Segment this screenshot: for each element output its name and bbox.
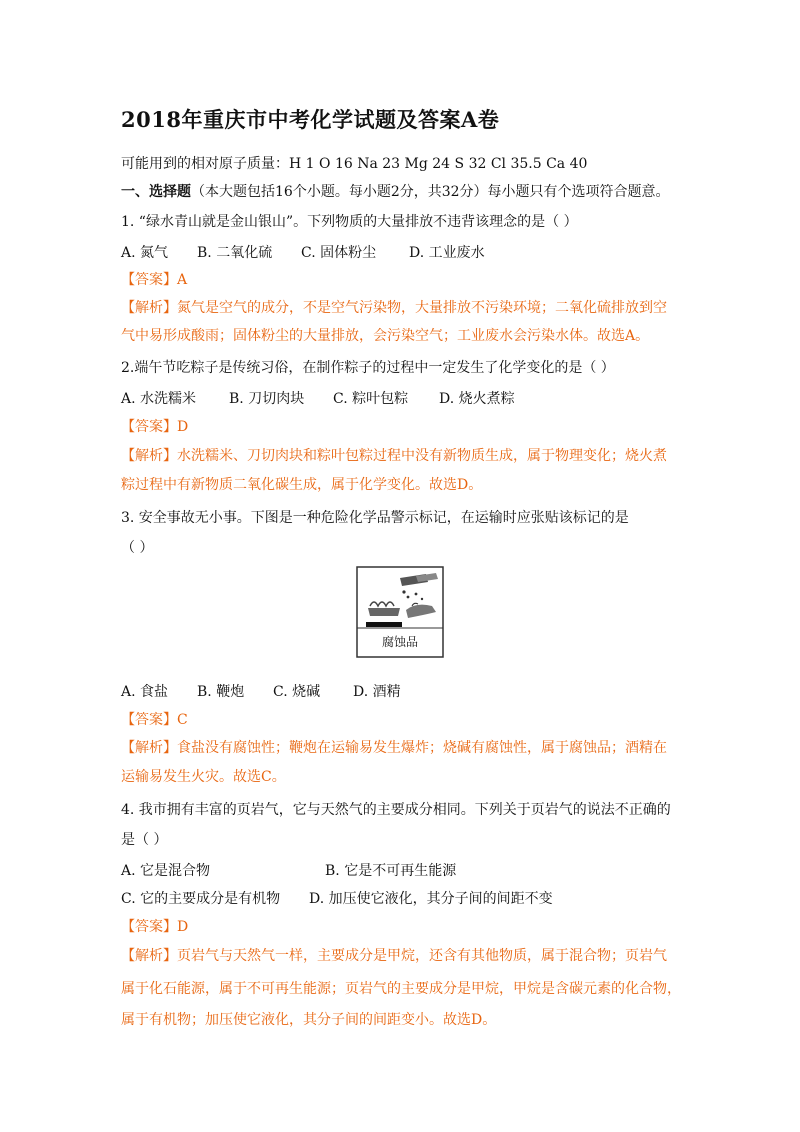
q4-analysis-line-3: 属于有机物；加压使它液化，其分子间的间距变小。故选D。 — [121, 1012, 497, 1028]
q4-stem-line-1: 4. 我市拥有丰富的页岩气，它与天然气的主要成分相同。下列关于页岩气的说法不正确的 — [121, 802, 671, 818]
section-description: （本大题包括16个小题。每小题2分，共32分）每小题只有个选项符合题意。 — [191, 184, 670, 200]
atomic-masses-line: 可能用到的相对原子质量：H 1 O 16 Na 23 Mg 24 S 32 Cl 35.5 Ca 40 — [121, 156, 588, 172]
q3-options — [121, 681, 681, 701]
q3-option-d: D. 酒精 — [353, 684, 401, 700]
figure-label: 腐蚀品 — [381, 635, 419, 649]
q4-options-row-1 — [121, 860, 681, 880]
q2-options — [121, 388, 681, 408]
q1-analysis-line-1: 【解析】氮气是空气的成分，不是空气污染物，大量排放不污染环境；二氧化硫排放到空 — [121, 300, 667, 316]
q3-option-c: C. 烧碱 — [273, 684, 321, 700]
q3-option-b: B. 鞭炮 — [197, 684, 245, 700]
q4-analysis-line-2: 属于化石能源，属于不可再生能源；页岩气的主要成分是甲烷，甲烷是含碳元素的化合物， — [121, 981, 681, 997]
q1-option-c: C. 固体粉尘 — [301, 245, 377, 261]
q3-paren: （ ） — [121, 540, 154, 556]
q2-option-a: A. 水洗糯米 — [121, 391, 197, 407]
section-heading: 一、选择题 — [121, 184, 191, 200]
page-title: 2018年重庆市中考化学试题及答案A卷 — [121, 107, 500, 132]
q2-option-d: D. 烧火煮粽 — [439, 391, 515, 407]
q4-stem-line-2: 是（ ） — [121, 832, 168, 848]
q2-stem: 2.端午节吃粽子是传统习俗，在制作粽子的过程中一定发生了化学变化的是（ ） — [121, 360, 615, 376]
q2-answer: 【答案】D — [121, 419, 189, 435]
q1-options — [121, 242, 681, 262]
q4-options-row-2 — [121, 888, 681, 908]
q4-answer: 【答案】D — [121, 919, 189, 935]
q3-option-a: A. 食盐 — [121, 684, 169, 700]
q4-option-d: D. 加压使它液化，其分子间的间距不变 — [309, 891, 553, 907]
q2-option-c: C. 粽叶包粽 — [333, 391, 409, 407]
section-heading-line — [121, 182, 670, 202]
q2-option-b: B. 刀切肉块 — [229, 391, 305, 407]
q4-option-c: C. 它的主要成分是有机物 — [121, 891, 281, 907]
corrosive-hazard-label — [356, 566, 444, 658]
q3-analysis-line-1: 【解析】食盐没有腐蚀性；鞭炮在运输易发生爆炸；烧碱有腐蚀性，属于腐蚀品；酒精在 — [121, 740, 667, 756]
q1-analysis-line-2: 气中易形成酸雨；固体粉尘的大量排放，会污染空气；工业废水会污染水体。故选A。 — [121, 328, 650, 344]
q2-analysis-line-2: 粽过程中有新物质二氧化碳生成，属于化学变化。故选D。 — [121, 477, 483, 493]
q2-analysis-line-1: 【解析】水洗糯米、刀切肉块和粽叶包粽过程中没有新物质生成，属于物理变化；烧火煮 — [121, 448, 667, 464]
q1-option-b: B. 二氧化硫 — [197, 245, 273, 261]
q3-stem: 3. 安全事故无小事。下图是一种危险化学品警示标记，在运输时应张贴该标记的是 — [121, 510, 629, 526]
q1-answer: 【答案】A — [121, 272, 188, 288]
q1-option-d: D. 工业废水 — [409, 245, 485, 261]
q3-answer: 【答案】C — [121, 712, 188, 728]
corrosive-symbol-icon — [356, 566, 444, 658]
q4-analysis-line-1: 【解析】页岩气与天然气一样，主要成分是甲烷，还含有其他物质，属于混合物；页岩气 — [121, 948, 667, 964]
q4-option-a: A. 它是混合物 — [121, 863, 211, 879]
q3-analysis-line-2: 运输易发生火灾。故选C。 — [121, 769, 286, 785]
q1-stem: 1. “绿水青山就是金山银山”。下列物质的大量排放不违背该理念的是（ ） — [121, 214, 578, 230]
q1-option-a: A. 氮气 — [121, 245, 169, 261]
q4-option-b: B. 它是不可再生能源 — [325, 863, 457, 879]
